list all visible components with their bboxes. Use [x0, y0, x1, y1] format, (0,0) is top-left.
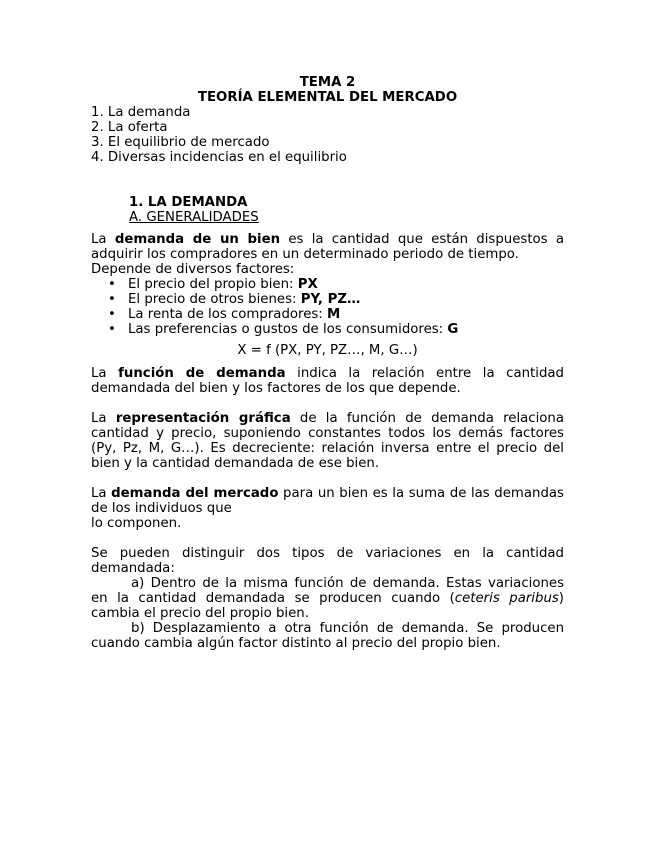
- toc-item: 4. Diversas incidencias en el equilibrio: [91, 150, 347, 165]
- paragraph-variaciones: Se pueden distinguir dos tipos de variaciones en la cantidad demandada:: [91, 546, 564, 576]
- formula: X = f (PX, PY, PZ…, M, G…): [237, 343, 418, 358]
- section-heading: 1. LA DEMANDA: [129, 195, 248, 210]
- list-item: • El precio del propio bien: PX: [128, 277, 564, 292]
- factors-list: [91, 277, 564, 337]
- list-item: • La renta de los compradores: M: [128, 307, 564, 322]
- document-title: TEORÍA ELEMENTAL DEL MERCADO: [197, 90, 458, 105]
- document-page: [91, 75, 564, 651]
- paragraph-variacion-a: a) Dentro de la misma función de demanda. Estas variaciones en la cantidad demandada se producen cuando (ceteris paribus) cambia el precio del propio bien.: [91, 576, 564, 621]
- paragraph-mercado: La demanda del mercado para un bien es la suma de las demandas de los individuos que: [91, 486, 564, 516]
- tema-label: TEMA 2: [299, 75, 356, 90]
- toc-list: [91, 105, 564, 165]
- toc-item: 3. El equilibrio de mercado: [91, 135, 270, 150]
- paragraph-funcion: La función de demanda indica la relación entre la cantidad demandada del bien y los factores de los que depende.: [91, 366, 564, 396]
- paragraph-variacion-b: b) Desplazamiento a otra función de demanda. Se producen cuando cambia algún factor distinto al precio del propio bien.: [91, 621, 564, 651]
- depends-text: Depende de diversos factores:: [91, 262, 295, 277]
- section-subheading: A. GENERALIDADES: [129, 210, 259, 225]
- toc-item: 2. La oferta: [91, 120, 168, 135]
- list-item: • Las preferencias o gustos de los consumidores: G: [128, 322, 564, 337]
- list-item: • El precio de otros bienes: PY, PZ…: [128, 292, 564, 307]
- paragraph-demanda-def: La demanda de un bien es la cantidad que están dispuestos a adquirir los compradores en un determinado periodo de tiempo.: [91, 232, 564, 262]
- paragraph-mercado-end: lo componen.: [91, 516, 182, 531]
- toc-item: 1. La demanda: [91, 105, 191, 120]
- paragraph-representacion: La representación gráfica de la función de demanda relaciona cantidad y precio, suponiendo constantes todos los demás factores (Py, Pz, M, G…). Es decreciente: relación inversa entre el precio del bien y la cantidad demandada de ese bien.: [91, 411, 565, 471]
